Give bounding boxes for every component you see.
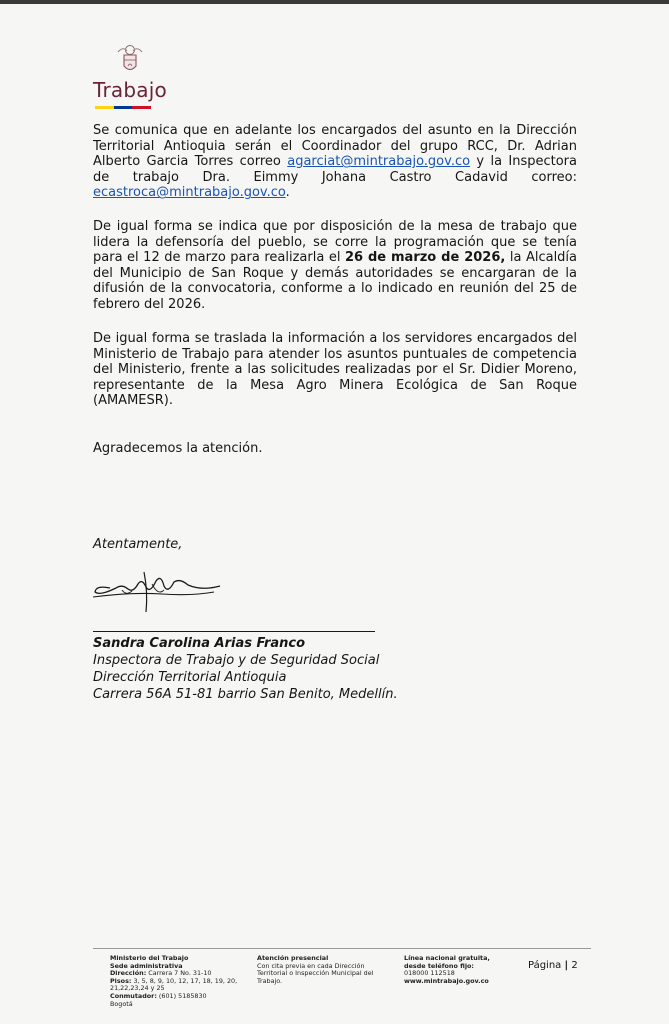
paragraph-2-text-b: la Alcaldía del Municipio de San Roque y demás autoridades se encargaran de la difusión de la convocatoria, conforme a lo indicado en reunión del 25 de febrero del 2026. [93, 250, 578, 312]
signer-title: Inspectora de Trabajo y de Seguridad Social [93, 653, 380, 668]
footer-attention-title: Atención presencial [257, 954, 329, 962]
footer-hq: Sede administrativa [110, 961, 183, 970]
email-link-garcia[interactable]: agarciat@mintrabajo.gov.co [287, 154, 471, 170]
footer-ministry: Ministerio del Trabajo [110, 954, 189, 962]
paragraph-1 [93, 123, 577, 201]
footer-switchboard-label: Conmutador: [110, 991, 157, 1000]
paragraph-2-text-a: De igual forma se indica que por disposición de la mesa de trabajo que lidera la defensoría del pueblo, se corre la programación que se tenía para el 12 de marzo para realizarla el [93, 219, 577, 266]
paragraph-2 [93, 219, 577, 313]
thanks-line: Agradecemos la atención. [93, 441, 263, 456]
signer-name: Sandra Carolina Arias Franco [93, 636, 306, 651]
page-number: 2 [571, 960, 578, 971]
paragraph-1-text-b: y la Inspectora de trabajo Dra. Eimmy Johana Castro Cadavid correo: [93, 154, 577, 185]
footer-floors: 3, 5, 8, 9, 10, 12, 17, 18, 19, 20, 21,22,23,24 y 25 [110, 976, 238, 993]
ministry-logo [93, 42, 173, 112]
footer-contact-address [110, 955, 250, 1008]
page-separator: | [564, 960, 569, 971]
footer-divider [93, 948, 591, 949]
footer-attention [257, 955, 392, 985]
email-link-castro[interactable]: ecastroca@mintrabajo.gov.co [93, 185, 286, 201]
footer-switchboard: (601) 5185830 [156, 991, 207, 1000]
flag-blue [114, 106, 133, 109]
page-indicator [528, 960, 578, 971]
page-label: Página [528, 960, 562, 971]
new-date: 26 de marzo de 2026, [344, 250, 506, 266]
top-border [0, 0, 669, 4]
signature-line [93, 631, 375, 632]
signer-address: Carrera 56A 51-81 barrio San Benito, Medellín. [93, 687, 398, 702]
coat-of-arms-icon [113, 42, 147, 76]
footer-hotline-sub: desde teléfono fijo: [404, 961, 474, 970]
flag-yellow [95, 106, 114, 109]
signer-office: Dirección Territorial Antioquia [93, 670, 287, 685]
closing-line: Atentamente, [93, 537, 183, 552]
footer-address: Carrera 7 No. 31-10 [146, 969, 212, 978]
footer-address-label: Dirección: [110, 969, 147, 978]
paragraph-3: De igual forma se traslada la información a los servidores encargados del Ministerio de Trabajo para atender los asuntos puntuales de competencia del Ministerio, frente a las solicitudes realizadas por el Sr. Didier Moreno, representante de la Mesa Agro Minera Ecológica de San Roque (AMAMESR). [93, 331, 577, 409]
footer-city: Bogotá [110, 999, 133, 1008]
footer-hotline-title: Línea nacional gratuita, [404, 954, 490, 962]
footer-hotline-number: 018000 112518 [404, 969, 455, 978]
signer-block [93, 635, 398, 703]
flag-red [132, 106, 151, 109]
paragraph-1-text-a: Se comunica que en adelante los encargados del asunto en la Dirección Territorial Antioquia serán el Coordinador del grupo RCC, Dr. Adrian Alberto Garcia Torres correo [93, 123, 577, 170]
footer-website: www.mintrabajo.gov.co [404, 976, 489, 985]
footer-floors-label: Pisos: [110, 976, 132, 985]
footer-attention-text: Con cita previa en cada Dirección Territorial o Inspección Municipal del Trabajo. [257, 961, 374, 985]
flag-stripe [95, 106, 151, 109]
logo-wordmark: Trabajo [93, 78, 167, 102]
footer-hotline [404, 955, 519, 985]
paragraph-1-text-c: . [285, 185, 290, 201]
handwritten-signature [92, 566, 227, 616]
